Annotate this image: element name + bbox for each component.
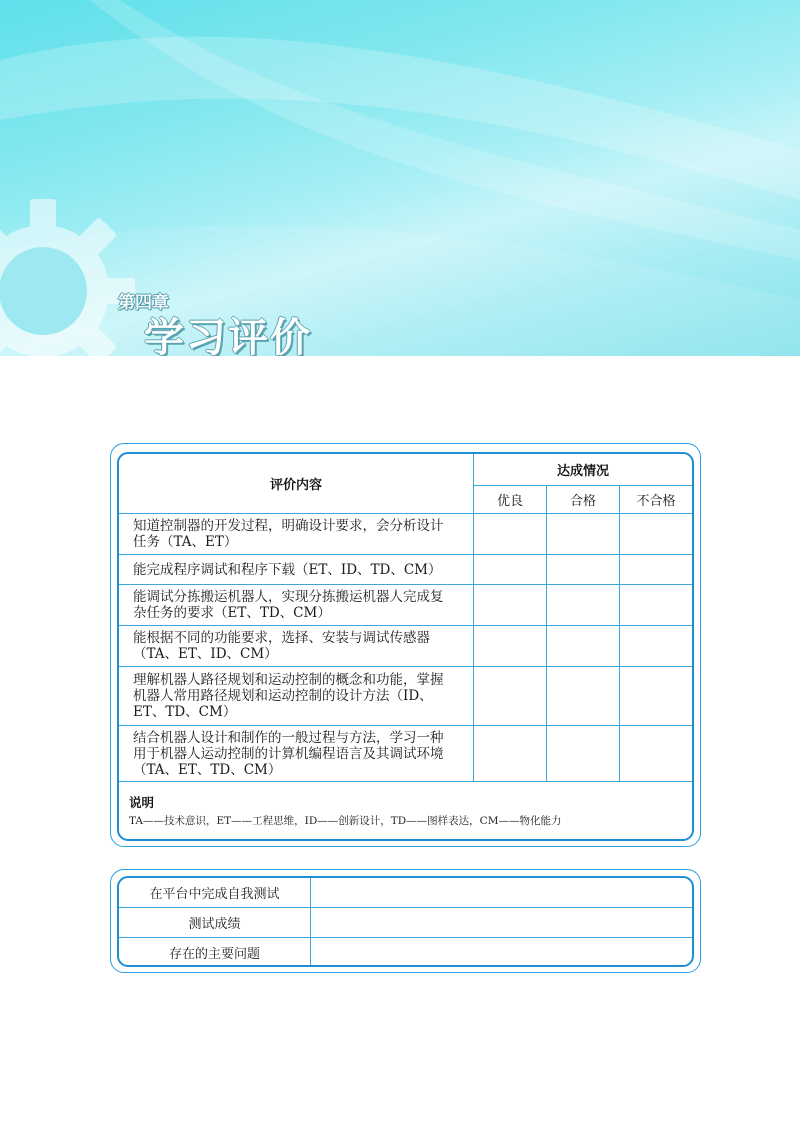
self-test-label: 在平台中完成自我测试	[119, 878, 311, 908]
main-problems-value-cell[interactable]	[311, 938, 693, 968]
rating-cell-excellent[interactable]	[474, 626, 547, 667]
self-test-value-cell[interactable]	[311, 878, 693, 908]
table-row	[119, 585, 693, 626]
rating-cell-excellent[interactable]	[474, 585, 547, 626]
header-excellent: 优良	[474, 486, 547, 514]
chapter-number: 第四章	[118, 293, 169, 313]
rating-cell-fail[interactable]	[620, 555, 693, 585]
header-evaluation-content: 评价内容	[119, 454, 474, 514]
test-panel	[117, 876, 694, 967]
rating-cell-pass[interactable]	[547, 514, 620, 555]
rating-cell-fail[interactable]	[620, 667, 693, 726]
note-section	[119, 781, 692, 834]
rating-cell-pass[interactable]	[547, 585, 620, 626]
rating-cell-fail[interactable]	[620, 726, 693, 782]
row-text-line: 结合机器人设计和制作的一般过程与方法，学习一种	[133, 729, 444, 746]
row-text-line: ET、TD、CM）	[133, 704, 237, 720]
row-text-line: 能完成程序调试和程序下载（ET、ID、TD、CM）	[133, 561, 442, 578]
note-title: 说明	[129, 795, 155, 810]
rating-cell-pass[interactable]	[547, 667, 620, 726]
row-text-line: 知道控制器的开发过程，明确设计要求，会分析设计	[133, 518, 444, 534]
table-row	[119, 908, 693, 938]
rating-cell-excellent[interactable]	[474, 514, 547, 555]
rating-cell-pass[interactable]	[547, 626, 620, 667]
rating-cell-excellent[interactable]	[474, 726, 547, 782]
rating-cell-fail[interactable]	[620, 585, 693, 626]
rating-cell-excellent[interactable]	[474, 667, 547, 726]
row-text-line: 机器人常用路径规划和运动控制的设计方法（ID、	[133, 688, 433, 704]
row-text-line: （TA、ET、ID、CM）	[133, 646, 278, 662]
evaluation-panel	[117, 452, 694, 841]
rating-cell-excellent[interactable]	[474, 555, 547, 585]
gear-icon	[0, 196, 138, 356]
table-row	[119, 667, 693, 726]
row-text-line: 理解机器人路径规划和运动控制的概念和功能，掌握	[133, 672, 444, 688]
row-text-line: 杂任务的要求（ET、TD、CM）	[133, 605, 331, 621]
row-text-line: 能根据不同的功能要求，选择、安装与调试传感器	[133, 630, 430, 646]
main-problems-label: 存在的主要问题	[119, 938, 311, 968]
row-text-line: 能调试分拣搬运机器人，实现分拣搬运机器人完成复	[133, 589, 444, 605]
table-row	[119, 726, 693, 782]
rating-cell-fail[interactable]	[620, 514, 693, 555]
test-result-table	[118, 877, 693, 967]
table-row	[119, 626, 693, 667]
header-pass: 合格	[547, 486, 620, 514]
table-row	[119, 514, 693, 555]
table-row	[119, 878, 693, 908]
table-row	[119, 555, 693, 585]
row-text-line: 用于机器人运动控制的计算机编程语言及其调试环境	[133, 745, 444, 762]
header-achievement-status: 达成情况	[474, 454, 693, 486]
page-title: 学习评价	[144, 315, 312, 356]
note-text: TA——技术意识，ET——工程思维，ID——创新设计，TD——图样表达，CM——物化能力	[129, 815, 562, 827]
header-fail: 不合格	[620, 486, 693, 514]
row-text-line: （TA、ET、TD、CM）	[133, 761, 282, 778]
test-score-value-cell[interactable]	[311, 908, 693, 938]
table-row	[119, 938, 693, 968]
rating-cell-pass[interactable]	[547, 726, 620, 782]
row-text-line: 任务（TA、ET）	[133, 534, 238, 550]
test-score-label: 测试成绩	[119, 908, 311, 938]
chapter-banner	[0, 0, 800, 356]
rating-cell-pass[interactable]	[547, 555, 620, 585]
evaluation-table	[118, 453, 693, 782]
rating-cell-fail[interactable]	[620, 626, 693, 667]
